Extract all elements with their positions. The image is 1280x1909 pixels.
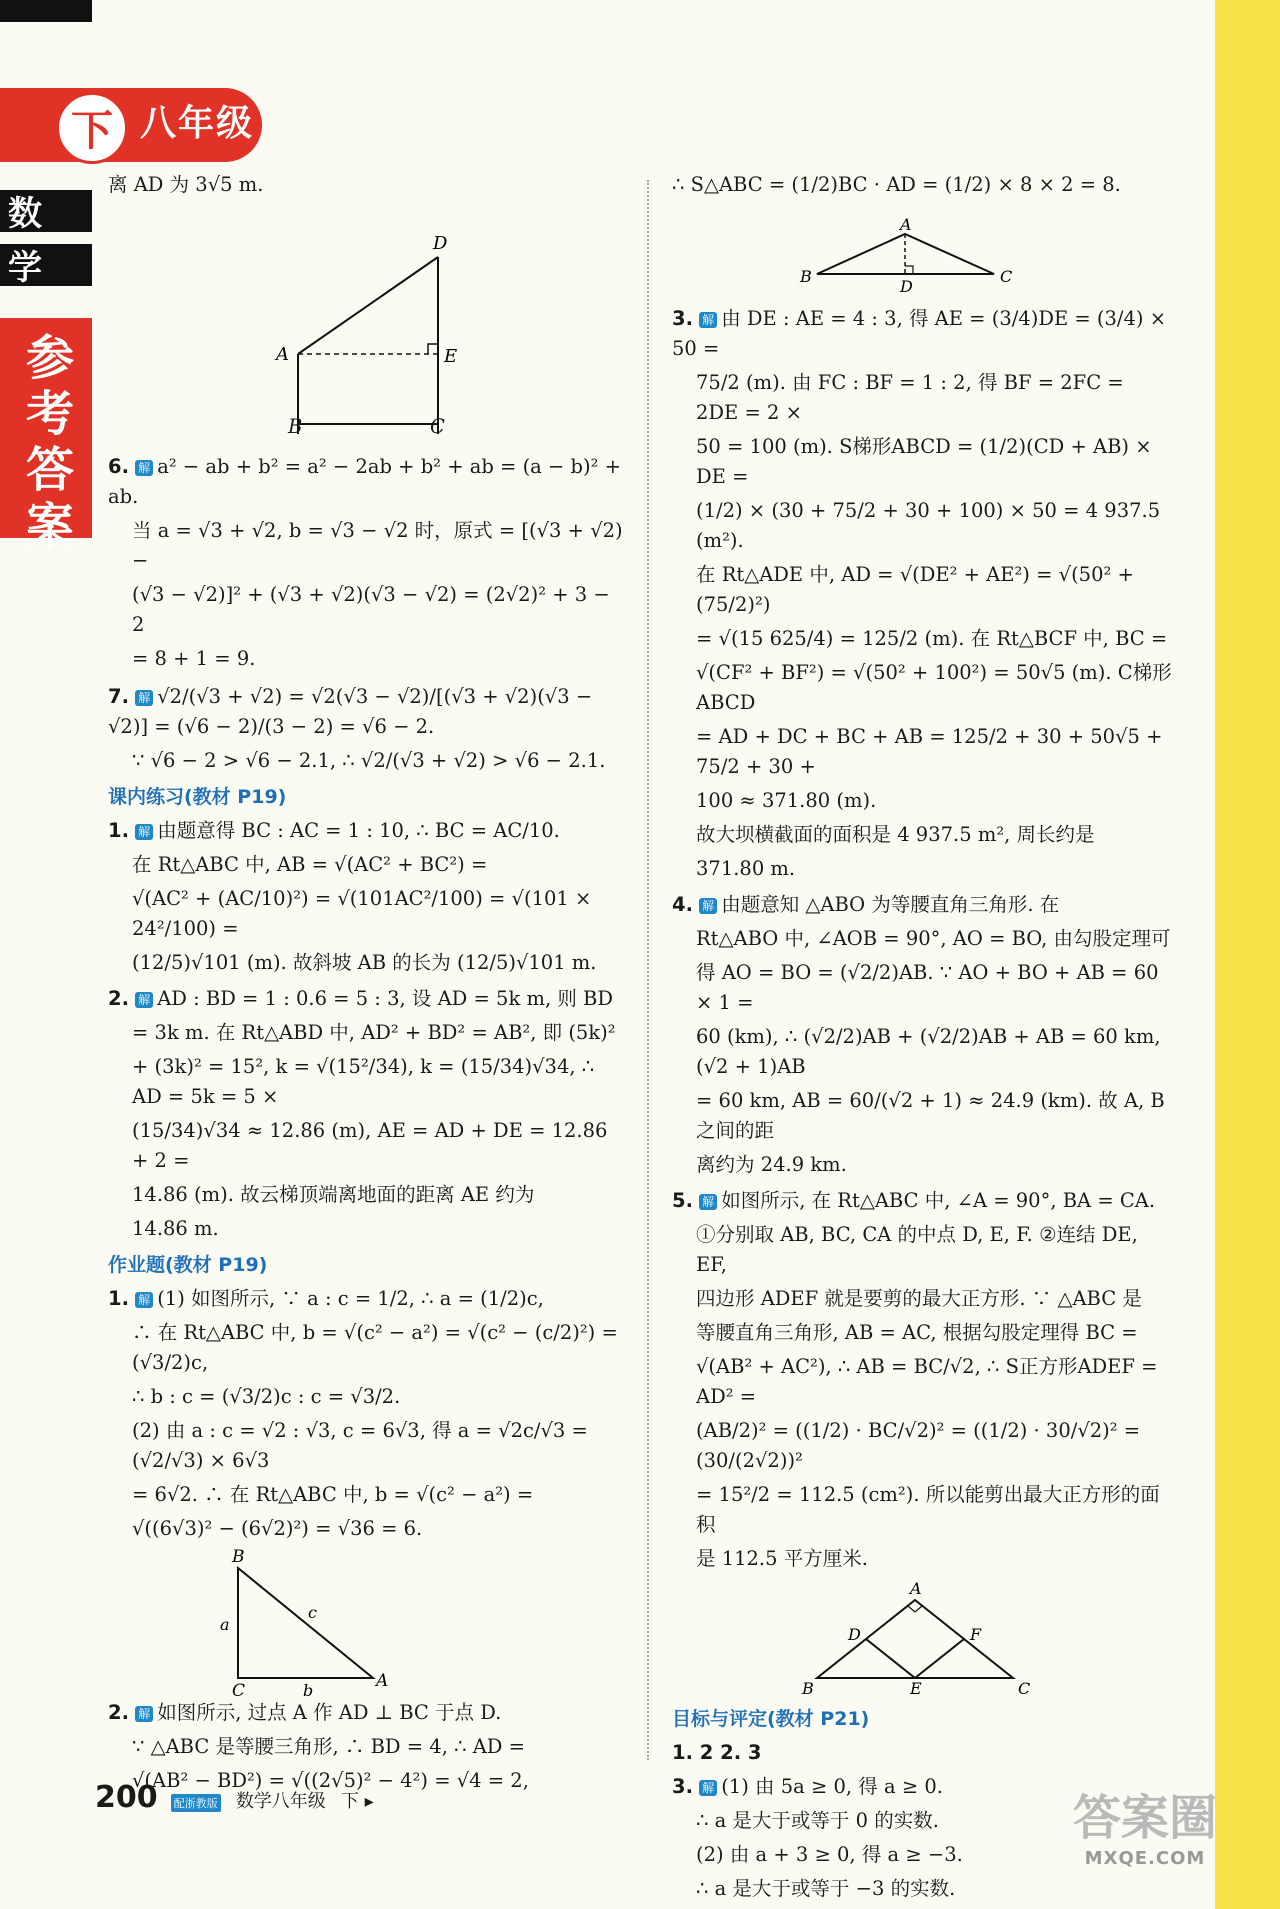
text-line: 100 ≈ 371.80 (m). — [696, 789, 877, 812]
fig3-label-d: D — [900, 277, 913, 294]
text-line: = 15²/2 = 112.5 (cm²). 所以能剪出最大正方形的面积 — [696, 1483, 1160, 1536]
fig1-label-d: D — [433, 233, 448, 254]
question-number: 2. — [108, 1701, 129, 1724]
solution-badge: 解 — [135, 992, 153, 1008]
text-line: = 6√2. ∴ 在 Rt△ABC 中, b = √(c² − a²) = — [132, 1483, 534, 1506]
sidebar-subject-2: 学 — [8, 248, 42, 288]
text-line: √(AB² − BD²) = √((2√5)² − 4²) = √4 = 2, — [132, 1769, 529, 1792]
text-line: ∴ b : c = (√3/2)c : c = √3/2. — [132, 1385, 401, 1408]
text-line: (2) 由 a + 3 ≥ 0, 得 a ≥ −3. — [696, 1843, 963, 1866]
text-line: 故大坝横截面的面积是 4 937.5 m², 周长约是 — [696, 823, 1095, 846]
question-number: 4. — [672, 893, 693, 916]
text-line: ∵ √6 − 2 > √6 − 2.1, ∴ √2/(√3 + √2) > √6 − 2.1. — [132, 749, 606, 772]
grade-label: 八年级 — [140, 103, 255, 144]
column-divider — [647, 180, 649, 1760]
solution-badge: 解 — [135, 824, 153, 840]
text-line: 在 Rt△ABC 中, AB = √(AC² + BC²) = — [132, 853, 488, 876]
text-line: 60 (km), ∴ (√2/2)AB + (√2/2)AB + AB = 60 km, (√2 + 1)AB — [696, 1025, 1161, 1078]
fig4-label-f: F — [970, 1625, 982, 1644]
text-line: 由题意知 △ABO 为等腰直角三角形. 在 — [721, 893, 1060, 916]
fig3-label-a: A — [900, 215, 912, 234]
text-line: ∵ △ABC 是等腰三角形, ∴ BD = 4, ∴ AD = — [132, 1735, 525, 1758]
text-line: 如图所示, 过点 A 作 AD ⊥ BC 于点 D. — [157, 1701, 502, 1724]
text-line: 四边形 ADEF 就是要剪的最大正方形. ∵ △ABC 是 — [696, 1287, 1142, 1310]
text-line: ∴ S△ABC = (1/2)BC · AD = (1/2) × 8 × 2 = 8. — [672, 173, 1121, 196]
text-line: 等腰直角三角形, AB = AC, 根据勾股定理得 BC = — [696, 1321, 1138, 1344]
text-line: (12/5)√101 (m). 故斜坡 AB 的长为 (12/5)√101 m. — [132, 951, 597, 974]
section-title: 作业题(教材 P19) — [108, 1254, 268, 1276]
footer-title: 数学八年级 — [235, 1791, 326, 1812]
text-line: 由题意得 BC : AC = 1 : 10, ∴ BC = AC/10. — [157, 819, 560, 842]
text-line: 371.80 m. — [696, 857, 796, 880]
edition-tag: 配浙教版 — [171, 1794, 221, 1812]
text-line: AD : BD = 1 : 0.6 = 5 : 3, 设 AD = 5k m, 则 BD — [157, 987, 614, 1010]
solution-badge: 解 — [135, 1292, 153, 1308]
question-number: 2. — [108, 987, 129, 1010]
text-line: ∴ a 是大于或等于 −3 的实数. — [696, 1877, 956, 1900]
text-line: ①分别取 AB, BC, CA 的中点 D, E, F. ②连结 DE, EF, — [696, 1223, 1138, 1276]
text-line: 14.86 (m). 故云梯顶端离地面的距离 AE 约为 — [132, 1183, 535, 1206]
fig2-label-c-side: c — [308, 1603, 317, 1622]
text-line: a² − ab + b² = a² − 2ab + b² + ab = (a − b)² + ab. — [108, 455, 621, 508]
text-line: (2) 由 a : c = √2 : √3, c = 6√3, 得 a = √2c/√3 = (√2/√3) × 6√3 — [132, 1419, 588, 1472]
text-line: 如图所示, 在 Rt△ABC 中, ∠A = 90°, BA = CA. — [721, 1189, 1156, 1212]
watermark-url: MXQE.COM — [1084, 1848, 1206, 1869]
question-number: 5. — [672, 1189, 693, 1212]
fig2-label-a: A — [376, 1671, 389, 1691]
fig4-label-d: D — [848, 1625, 861, 1644]
question-number: 3. — [672, 307, 693, 330]
grade-circle: 下 — [56, 92, 128, 164]
text-line: 75/2 (m). 由 FC : BF = 1 : 2, 得 BF = 2FC = 2DE = 2 × — [696, 371, 1124, 424]
text-line: 50 = 100 (m). S梯形ABCD = (1/2)(CD + AB) × DE = — [696, 435, 1152, 488]
text-line: (AB/2)² = ((1/2) · BC/√2)² = ((1/2) · 30/√2)² = (30/(2√2))² — [696, 1419, 1141, 1472]
text-line: √(CF² + BF²) = √(50² + 100²) = 50√5 (m). C梯形ABCD — [696, 661, 1172, 714]
fig1-label-b: B — [288, 415, 303, 438]
fig4-label-b: B — [802, 1679, 814, 1698]
text-line: ∴ 在 Rt△ABC 中, b = √(c² − a²) = √(c² − (c/2)²) = (√3/2)c, — [132, 1321, 618, 1374]
page-number: 200 — [95, 1780, 158, 1815]
text-line: = 60 km, AB = 60/(√2 + 1) ≈ 24.9 (km). 故 A, B 之间的距 — [696, 1089, 1165, 1142]
section-title: 目标与评定(教材 P21) — [672, 1708, 870, 1730]
text-line: 当 a = √3 + √2, b = √3 − √2 时，原式 = [(√3 + √2) − — [132, 519, 623, 572]
question-number: 3. — [672, 1775, 693, 1798]
right-column — [672, 170, 1172, 1908]
text-line: 离约为 24.9 km. — [696, 1153, 847, 1176]
fig3-label-b: B — [800, 267, 812, 286]
figure-right-triangle-abc — [108, 1548, 628, 1698]
text-line: = 3k m. 在 Rt△ABD 中, AD² + BD² = AB², 即 (5k)² — [132, 1021, 616, 1044]
text-line: √2/(√3 + √2) = √2(√3 − √2)/[(√3 + √2)(√3 − √2)] = (√6 − 2)/(3 − 2) = √6 − 2. — [108, 685, 593, 738]
fig4-label-c: C — [1018, 1679, 1031, 1698]
text-line: 得 AO = BO = (√2/2)AB. ∵ AO + BO + AB = 60 × 1 = — [696, 961, 1159, 1014]
text-line: √(AB² + AC²), ∴ AB = BC/√2, ∴ S正方形ADEF = AD² = — [696, 1355, 1158, 1408]
fig4-label-e: E — [910, 1679, 922, 1698]
fig1-label-a: A — [276, 344, 289, 365]
text-line: (1) 由 5a ≥ 0, 得 a ≥ 0. — [721, 1775, 943, 1798]
right-yellow-strip — [1215, 0, 1280, 1909]
text-line: = √(15 625/4) = 125/2 (m). 在 Rt△BCF 中, BC = — [696, 627, 1168, 650]
fig1-label-e: E — [444, 346, 458, 367]
fig2-label-a-side: a — [220, 1615, 230, 1634]
text-line: (1) 如图所示, ∵ a : c = 1/2, ∴ a = (1/2)c, — [157, 1287, 544, 1310]
fig2-label-c: C — [232, 1681, 246, 1698]
text-line: 是 112.5 平方厘米. — [696, 1547, 868, 1570]
text-line: 离 AD 为 3√5 m. — [108, 173, 264, 196]
footer-grade-mark: 下 ▸ — [340, 1791, 374, 1812]
question-number: 1. — [108, 819, 129, 842]
fig1-label-c: C — [430, 415, 445, 438]
solution-badge: 解 — [135, 460, 153, 476]
fig4-label-a: A — [910, 1579, 922, 1598]
text-line: (15/34)√34 ≈ 12.86 (m), AE = AD + DE = 12.86 + 2 = — [132, 1119, 608, 1172]
sidebar-subject-1: 数 — [8, 194, 42, 234]
fig2-label-b: B — [232, 1548, 245, 1567]
text-line: 14.86 m. — [132, 1217, 219, 1240]
text-line: ∴ a 是大于或等于 0 的实数. — [696, 1809, 939, 1832]
text-line: = AD + DC + BC + AB = 125/2 + 30 + 50√5 + 75/2 + 30 + — [696, 725, 1163, 778]
text-line: 1. 2 2. 3 — [672, 1741, 762, 1764]
solution-badge: 解 — [699, 898, 717, 914]
section-title: 课内练习(教材 P19) — [108, 786, 287, 808]
figure-trapezoid-ade — [108, 204, 628, 434]
sidebar-black-bar-top — [0, 0, 92, 22]
page-footer — [95, 1780, 374, 1815]
text-line: √(AC² + (AC/10)²) = √(101AC²/100) = √(101 × 24²/100) = — [132, 887, 592, 940]
question-number: 7. — [108, 685, 129, 708]
text-line: (1/2) × (30 + 75/2 + 30 + 100) × 50 = 4 937.5 (m²). — [696, 499, 1161, 552]
question-number: 6. — [108, 455, 129, 478]
watermark-logo: 答案圈 — [1072, 1790, 1217, 1846]
solution-badge: 解 — [699, 1194, 717, 1210]
question-number: 1. — [108, 1287, 129, 1310]
solution-badge: 解 — [135, 1706, 153, 1722]
text-line: 在 Rt△ADE 中, AD = √(DE² + AE²) = √(50² + (75/2)²) — [696, 563, 1134, 616]
sidebar-label: 参考答案 — [25, 330, 74, 554]
text-line: √((6√3)² − (6√2)²) = √36 = 6. — [132, 1517, 423, 1540]
text-line: + (3k)² = 15², k = √(15²/34), k = (15/34)√34, ∴ AD = 5k = 5 × — [132, 1055, 595, 1108]
figure-isosceles-triangle-abc — [672, 204, 1172, 294]
figure-square-in-triangle — [672, 1578, 1172, 1698]
text-line: Rt△ABO 中, ∠AOB = 90°, AO = BO, 由勾股定理可 — [696, 927, 1171, 950]
solution-badge: 解 — [135, 690, 153, 706]
solution-badge: 解 — [699, 312, 717, 328]
watermark — [1050, 1779, 1240, 1889]
text-line: = 8 + 1 = 9. — [132, 647, 256, 670]
solution-badge: 解 — [699, 1780, 717, 1796]
left-column — [108, 170, 628, 1800]
text-line: (√3 − √2)]² + (√3 + √2)(√3 − √2) = (2√2)² + 3 − 2 — [132, 583, 610, 636]
fig2-label-b-side: b — [303, 1681, 314, 1698]
fig3-label-c: C — [1000, 267, 1013, 286]
text-line: 由 DE : AE = 4 : 3, 得 AE = (3/4)DE = (3/4) × 50 = — [672, 307, 1167, 360]
